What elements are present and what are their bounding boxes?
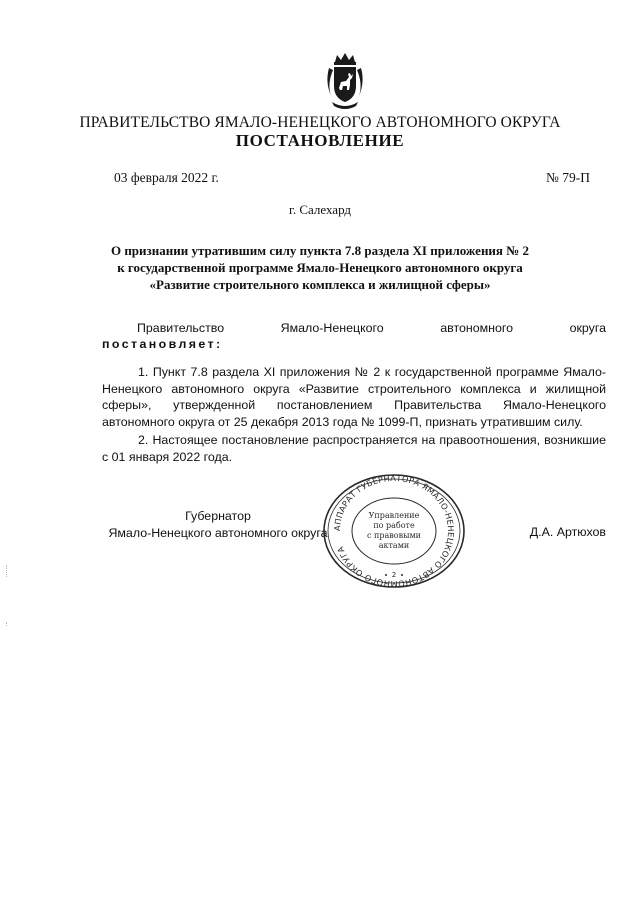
document-date: 03 февраля 2022 г. [114,170,219,185]
document-city: г. Салехард [288,202,352,217]
government-title: ПРАВИТЕЛЬСТВО ЯМАЛО-НЕНЕЦКОГО АВТОНОМНОГО ОКРУГА [79,114,561,131]
stamp-center-line: актами [378,541,410,550]
stamp-number: 2 [391,571,397,579]
subject-line: «Развитие строительного комплекса и жилищной сферы» [149,277,491,292]
scan-mark [6,565,8,577]
body-paragraph-1: 1. Пункт 7.8 раздела XI приложения № 2 к государственной программе Ямало-Ненецкого автономного округа «Развитие строительного комплекса и жилищной сферы», утвержденной постановлением Правительства Ямало-Ненецкого автономного округа от 25 декабря 2013 года № 1099-П, признать утратившим силу. [102,365,606,429]
signer-position-line: Ямало-Ненецкого автономного округа [108,525,328,540]
scan-mark [6,622,8,626]
body-paragraph-2: 2. Настоящее постановление распространяется на правоотношения, возникшие с 01 января 2022 года. [102,433,606,464]
preamble-word: автономного [440,321,514,335]
subject-line: к государственной программе Ямало-Ненецкого автономного округа [117,260,523,275]
signer-position-line: Губернатор [185,509,251,523]
preamble-line [137,320,606,337]
stamp-center-line: с правовыми [367,531,421,540]
coat-of-arms-icon [323,52,367,110]
signer-position [100,508,336,541]
preamble-verb: постановляет: [102,337,223,351]
stamp-ring-text: АППАРАТ ГУБЕРНАТОРА ЯМАЛО-НЕНЕЦКОГО АВТОНОМНОГО ОКРУГА [331,473,457,589]
preamble-word: Ямало-Ненецкого [280,321,384,335]
signer-name: Д.А. Артюхов [529,525,606,539]
document-number: № 79-П [545,170,590,185]
subject-line: О признании утратившим силу пункта 7.8 раздела XI приложения № 2 [110,243,530,258]
stamp-center-line: Управление [368,511,420,520]
preamble-word: округа [569,321,606,335]
preamble-word: Правительство [137,321,225,335]
document-subject [70,242,570,293]
official-stamp [318,473,470,589]
document-type: ПОСТАНОВЛЕНИЕ [235,131,405,150]
stamp-center-line: по работе [373,521,415,530]
